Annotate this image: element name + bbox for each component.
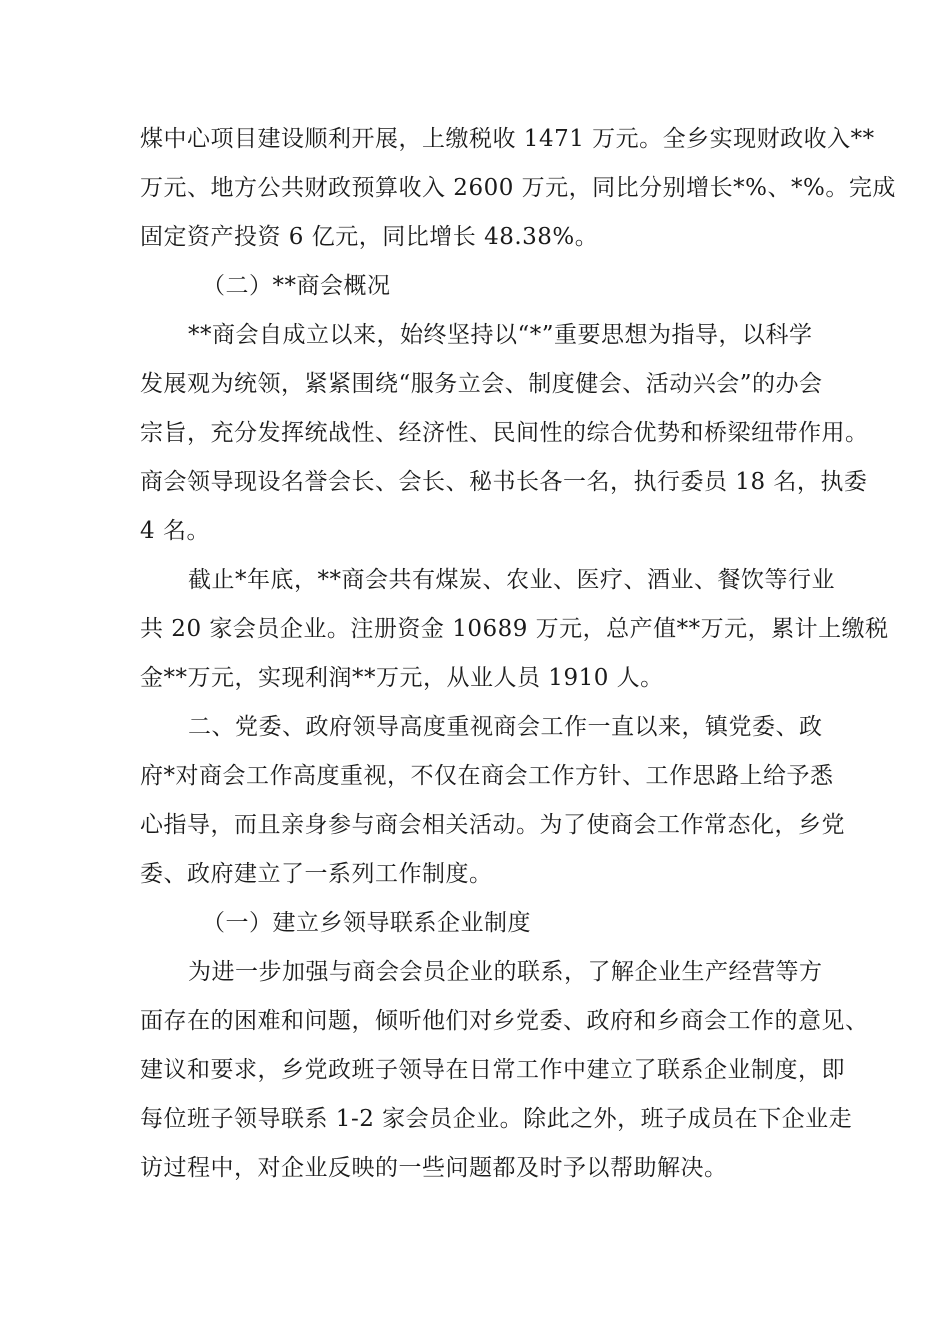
text-line: 4 名。 [140,518,210,544]
text-line: 建议和要求，乡党政班子领导在日常工作中建立了联系企业制度，即 [140,1057,845,1083]
text-line: 委、政府建立了一系列工作制度。 [140,861,493,887]
text-line: 二、党委、政府领导高度重视商会工作一直以来，镇党委、政 [188,714,823,740]
text-line: 宗旨，充分发挥统战性、经济性、民间性的综合优势和桥梁纽带作用。 [140,420,869,446]
text-line: 访过程中，对企业反映的一些问题都及时予以帮助解决。 [140,1155,728,1181]
section-heading: （二）**商会概况 [202,273,391,299]
text-line: 万元、地方公共财政预算收入 2600 万元，同比分别增长*%、*%。完成 [140,175,896,201]
text-line: 面存在的困难和问题，倾听他们对乡党委、政府和乡商会工作的意见、 [140,1008,869,1034]
text-line: 煤中心项目建设顺利开展，上缴税收 1471 万元。全乡实现财政收入** [140,126,875,152]
text-line: 发展观为统领，紧紧围绕“服务立会、制度健会、活动兴会”的办会 [140,371,823,397]
text-line: **商会自成立以来，始终坚持以“*”重要思想为指导，以科学 [188,322,813,348]
text-line: 截止*年底，**商会共有煤炭、农业、医疗、酒业、餐饮等行业 [188,567,835,593]
document-body [140,115,896,1193]
text-line: 共 20 家会员企业。注册资金 10689 万元，总产值**万元，累计上缴税 [140,616,889,642]
text-line: 为进一步加强与商会会员企业的联系，了解企业生产经营等方 [188,959,823,985]
text-line: 府*对商会工作高度重视，不仅在商会工作方针、工作思路上给予悉 [140,763,834,789]
text-line: 固定资产投资 6 亿元，同比增长 48.38%。 [140,224,599,250]
text-line: 金**万元，实现利润**万元，从业人员 1910 人。 [140,665,664,691]
text-line: 心指导，而且亲身参与商会相关活动。为了使商会工作常态化，乡党 [140,812,845,838]
text-line: 商会领导现设名誉会长、会长、秘书长各一名，执行委员 18 名，执委 [140,469,868,495]
text-line: 每位班子领导联系 1-2 家会员企业。除此之外，班子成员在下企业走 [140,1106,853,1132]
section-heading: （一）建立乡领导联系企业制度 [202,910,531,936]
